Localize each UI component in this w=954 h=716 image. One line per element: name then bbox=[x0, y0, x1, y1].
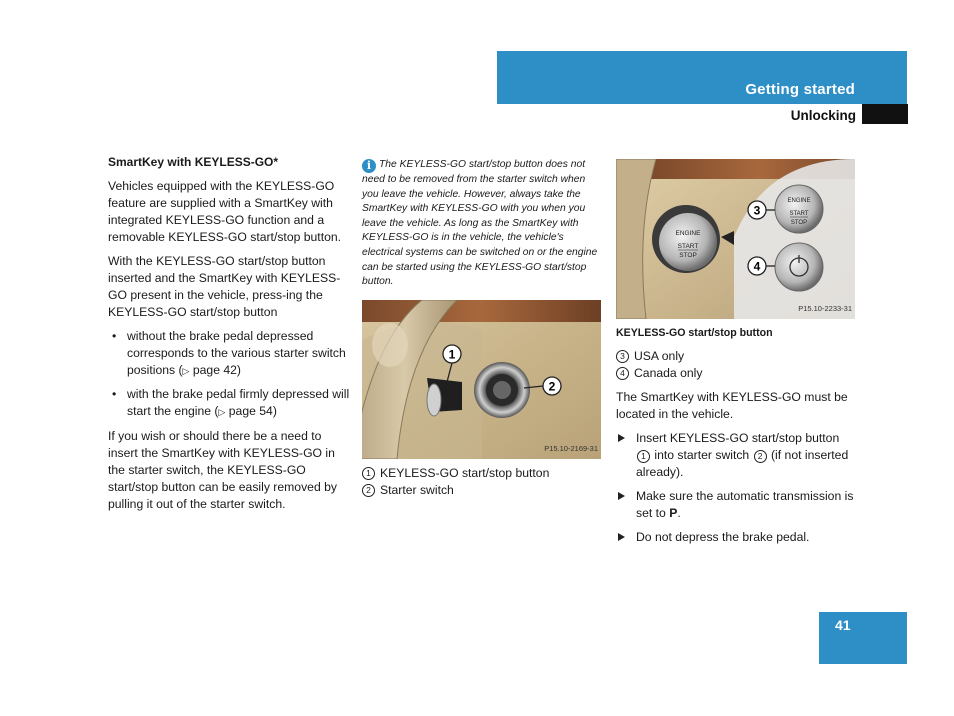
paragraph-removal: If you wish or should there be a need to insert the SmartKey with KEYLESS-GO in the starter switch, the KEYLESS-GO start/stop button can be easily removed by pulling it out of the starter switch. bbox=[108, 429, 337, 511]
page-number: 41 bbox=[835, 617, 851, 633]
callout-4: 4 bbox=[753, 259, 761, 274]
column-2 bbox=[362, 158, 602, 499]
instruction-step: Do not depress the brake pedal. bbox=[616, 529, 856, 546]
subsection-title: Unlocking bbox=[790, 108, 856, 123]
page-ref-link[interactable]: page 42) bbox=[192, 363, 241, 377]
info-note: i The KEYLESS-GO start/stop button does not need to be removed from the starter switch when you leave the vehicle. However, always take the SmartKey with KEYLESS-GO with you when you leave the vehicle. As long as the SmartKey with KEYLESS-GO is in the vehicle, the vehicle's electrical systems can be switched on or the engine can be started using the KEYLESS-GO start/stop button. bbox=[362, 159, 598, 288]
legend-item: 4 Canada only bbox=[616, 365, 856, 382]
page-number-box bbox=[819, 612, 907, 664]
section-heading: SmartKey with KEYLESS-GO* bbox=[108, 155, 279, 169]
instruction-step: Make sure the automatic transmission is set to P. bbox=[616, 488, 856, 522]
subsection-marker bbox=[862, 104, 908, 124]
starter-switch-illustration bbox=[362, 300, 601, 459]
paragraph-location: The SmartKey with KEYLESS-GO must be located in the vehicle. bbox=[616, 390, 848, 421]
page-ref-link[interactable]: page 54) bbox=[228, 404, 277, 418]
list-item: • with the brake pedal firmly depressed will start the engine (▷ page 54) bbox=[108, 386, 350, 421]
list-item: • without the brake pedal depressed corresponds to the various starter switch positions (▷ page 42) bbox=[108, 328, 350, 380]
page-ref-icon: ▷ bbox=[182, 366, 190, 376]
step-arrow-icon bbox=[618, 492, 625, 500]
step-arrow-icon bbox=[618, 533, 625, 541]
step-arrow-icon bbox=[618, 434, 625, 442]
figure-legend bbox=[616, 348, 856, 382]
callout-1: 1 bbox=[448, 347, 456, 362]
svg-text:START: START bbox=[677, 243, 699, 250]
starter-switch-photo bbox=[362, 300, 601, 459]
legend-item: 2 Starter switch bbox=[362, 482, 602, 499]
column-3 bbox=[616, 159, 856, 553]
svg-text:STOP: STOP bbox=[790, 220, 808, 226]
instruction-step: Insert KEYLESS-GO start/stop button 1 into starter switch 2 (if not inserted already). bbox=[616, 430, 856, 481]
callout-3: 3 bbox=[753, 203, 761, 218]
figure-code: P15.10-2233-31 bbox=[798, 304, 852, 313]
section-title: Getting started bbox=[745, 81, 855, 98]
figure-legend bbox=[362, 465, 602, 499]
callout-2: 2 bbox=[548, 379, 556, 394]
legend-item: 1 KEYLESS-GO start/stop button bbox=[362, 465, 602, 482]
svg-text:ENGINE: ENGINE bbox=[787, 198, 811, 204]
figure-caption: KEYLESS-GO start/stop button bbox=[616, 327, 773, 339]
svg-text:START: START bbox=[789, 211, 809, 217]
header-bar bbox=[497, 51, 907, 104]
info-icon: i bbox=[362, 159, 376, 173]
bullet-list bbox=[108, 328, 350, 421]
svg-text:STOP: STOP bbox=[679, 252, 697, 259]
page-ref-icon: ▷ bbox=[218, 407, 226, 417]
column-1 bbox=[108, 154, 350, 520]
legend-item: 3 USA only bbox=[616, 348, 856, 365]
svg-text:ENGINE: ENGINE bbox=[675, 230, 701, 237]
paragraph-intro: Vehicles equipped with the KEYLESS-GO feature are supplied with a SmartKey with integrated KEYLESS-GO function and a removable KEYLESS-GO start/stop button. bbox=[108, 179, 342, 244]
figure-code: P15.10-2169-31 bbox=[544, 443, 598, 453]
start-stop-illustration bbox=[616, 159, 855, 319]
start-stop-button-photo bbox=[616, 159, 855, 319]
paragraph-pressing: With the KEYLESS-GO start/stop button inserted and the SmartKey with KEYLESS-GO present in the vehicle, press-ing the KEYLESS-GO start/stop button bbox=[108, 254, 341, 319]
